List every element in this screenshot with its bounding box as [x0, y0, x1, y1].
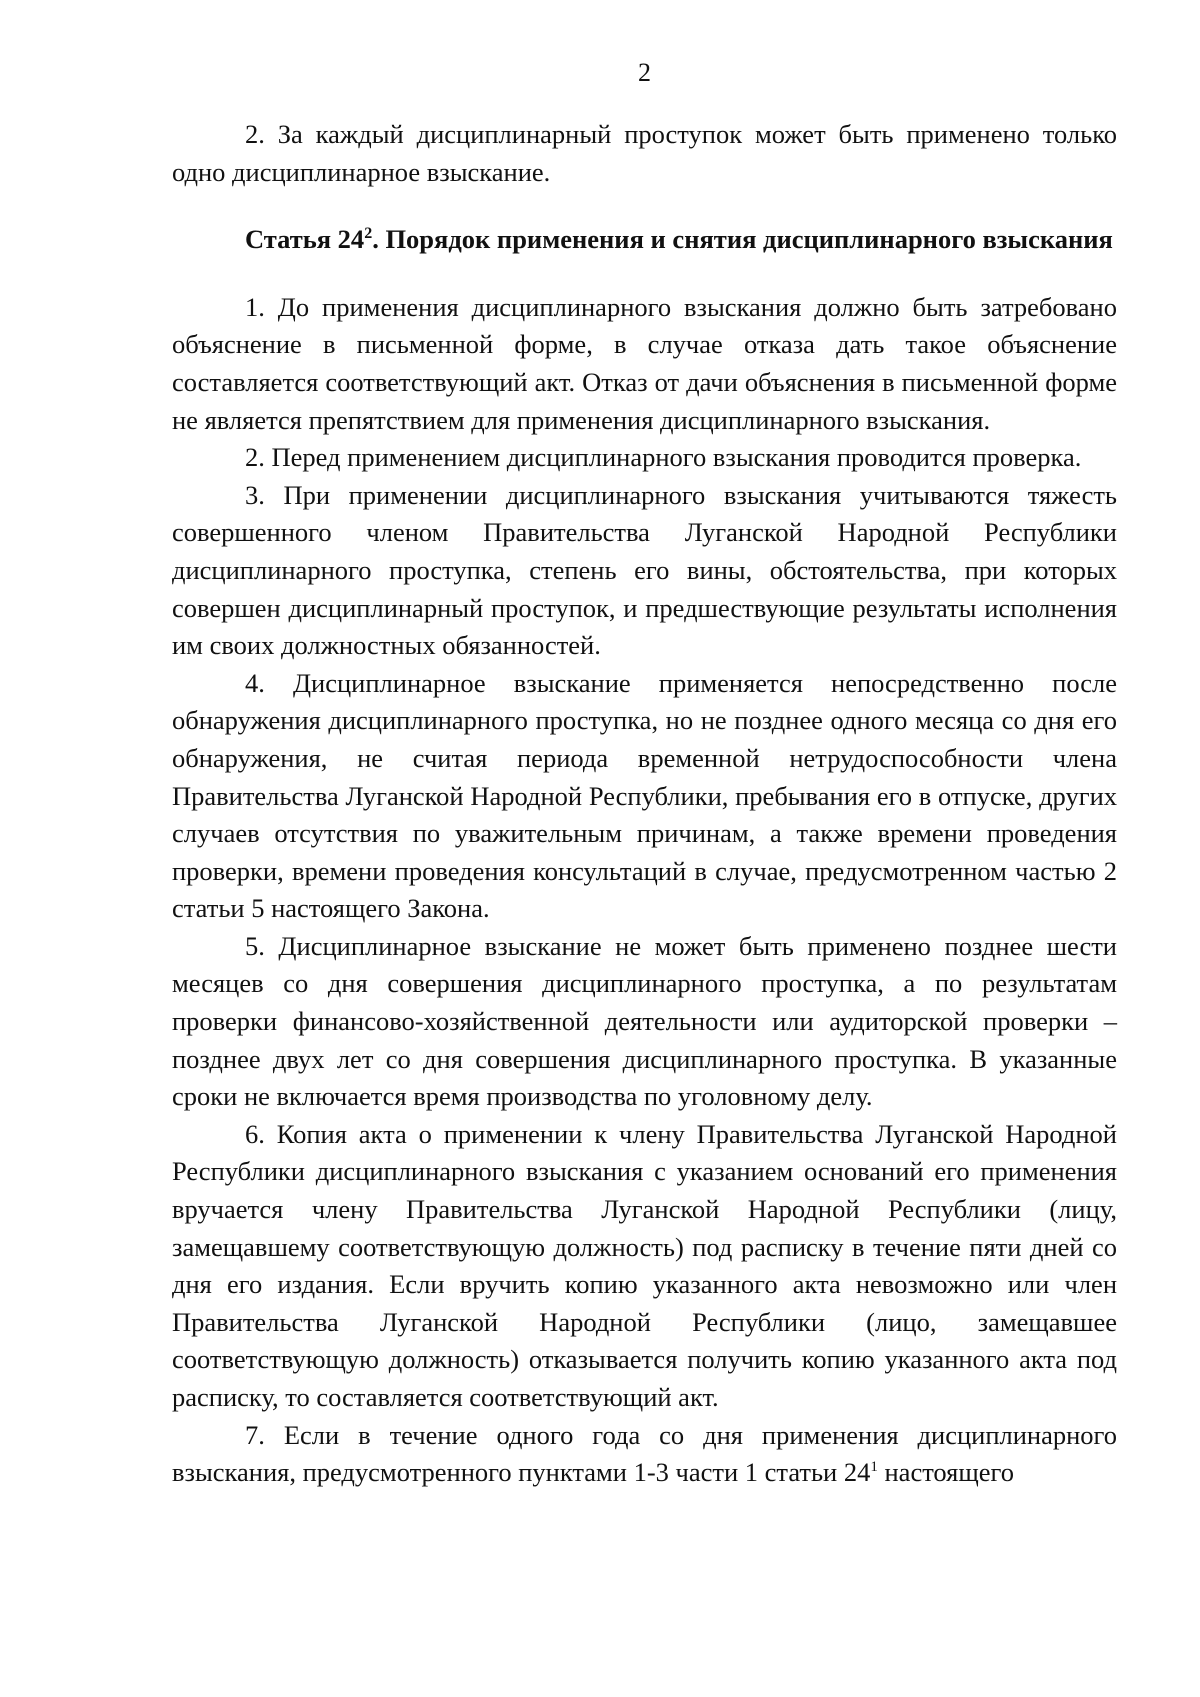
intro-paragraph: 2. За каждый дисциплинарный проступок может быть применено только одно дисциплинарное взыскание.	[172, 119, 1117, 187]
paragraph-7-text: 7. Если в течение одного года со дня применения дисциплинарного взыскания, предусмотренного пунктами 1-3 части 1 статьи 24	[172, 1419, 1117, 1488]
article-heading	[172, 221, 1117, 259]
paragraph-7-superscript: 1	[870, 1459, 878, 1476]
paragraph-4: 4. Дисциплинарное взыскание применяется непосредственно после обнаружения дисциплинарного проступка, но не позднее одного месяца со дня его обнаружения, не считая периода временной нетрудоспособности члена Правительства Луганской Народной Республики, пребывания его в отпуске, других случаев отсутствия по уважительным причинам, а также времени проведения проверки, времени проведения консультаций в случае, предусмотренном частью 2 статьи 5 настоящего Закона.	[172, 667, 1117, 924]
article-title-superscript: 2	[364, 225, 373, 243]
paragraph-5: 5. Дисциплинарное взыскание не может быть применено позднее шести месяцев со дня совершения дисциплинарного проступка, а по результатам проверки финансово-хозяйственной деятельности или аудиторской проверки – позднее двух лет со дня совершения дисциплинарного проступка. В указанные сроки не включается время производства по уголовному делу.	[172, 930, 1117, 1112]
page-number: 2	[638, 58, 651, 87]
paragraph-7	[172, 1417, 1117, 1492]
article-title-prefix: Статья 24	[245, 224, 365, 255]
paragraph-2: 2. Перед применением дисциплинарного взыскания проводится проверка.	[245, 442, 1082, 473]
spacer	[172, 191, 1117, 221]
paragraph-6: 6. Копия акта о применении к члену Правительства Луганской Народной Республики дисциплинарного взыскания с указанием оснований его применения вручается члену Правительства Луганской Народной Республики (лицу, замещавшему соответствующую должность) под расписку в течение пяти дней со дня его издания. Если вручить копию указанного акта невозможно или член Правительства Луганской Народной Республики (лицо, замещавшее соответствующую должность) отказывается получить копию указанного акта под расписку, то составляется соответствующий акт.	[172, 1118, 1117, 1412]
document-body	[172, 116, 1117, 1492]
article-title-rest: . Порядок применения и снятия дисциплинарного взыскания	[372, 224, 1113, 255]
paragraph-7-tail: настоящего	[877, 1457, 1014, 1488]
paragraph-3: 3. При применении дисциплинарного взыскания учитываются тяжесть совершенного членом Правительства Луганской Народной Республики дисциплинарного проступка, степень его вины, обстоятельства, при которых совершен дисциплинарный проступок, и предшествующие результаты исполнения им своих должностных обязанностей.	[172, 479, 1117, 661]
paragraph-1: 1. До применения дисциплинарного взыскания должно быть затребовано объяснение в письменной форме, в случае отказа дать такое объяснение составляется соответствующий акт. Отказ от дачи объяснения в письменной форме не является препятствием для применения дисциплинарного взыскания.	[172, 291, 1117, 435]
spacer	[172, 259, 1117, 289]
